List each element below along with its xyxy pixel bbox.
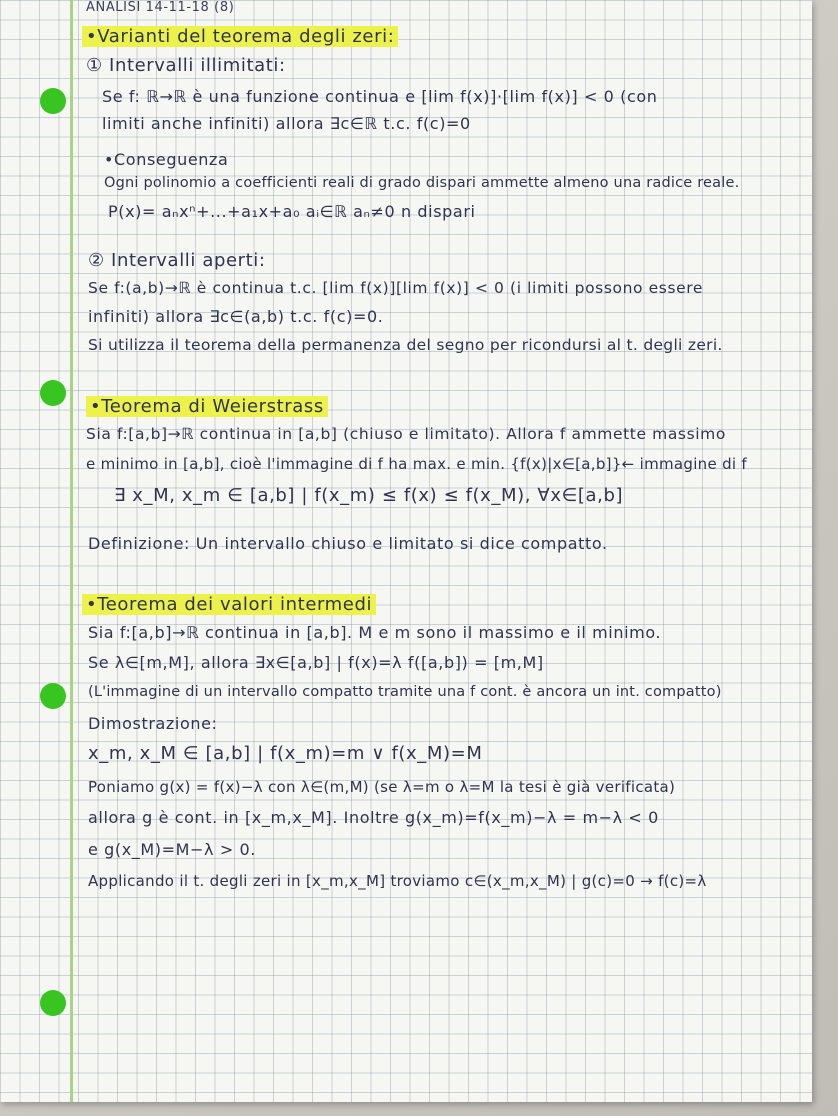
- punch-hole: [40, 88, 66, 114]
- text-line: infiniti) allora ∃c∈(a,b) t.c. f(c)=0.: [88, 307, 384, 326]
- text-line: Sia f:[a,b]→ℝ continua in [a,b]. M e m sono il massimo e il minimo.: [88, 623, 662, 642]
- page-header: ANALISI 14-11-18 (8): [86, 0, 235, 15]
- text-line: Applicando il t. degli zeri in [x_m,x_M] troviamo c∈(x_m,x_M) | g(c)=0 → f(c)=λ: [88, 872, 707, 890]
- punch-hole: [40, 380, 66, 406]
- text-line: Se f: ℝ→ℝ è una funzione continua e [lim f(x)]·[lim f(x)] < 0 (con: [102, 87, 658, 106]
- text-line: allora g è cont. in [x_m,x_M]. Inoltre g(x_m)=f(x_m)−λ = m−λ < 0: [88, 808, 659, 827]
- text-line: Se λ∈[m,M], allora ∃x∈[a,b] | f(x)=λ f([a,b]) = [m,M]: [88, 653, 544, 672]
- formula-xm-xM: x_m, x_M ∈ [a,b] | f(x_m)=m ∨ f(x_M)=M: [88, 743, 483, 764]
- text-line: (L'immagine di un intervallo compatto tramite una f cont. è ancora un int. compatto): [88, 684, 722, 700]
- subsection-intervalli-aperti: ② Intervalli aperti:: [88, 250, 266, 271]
- punch-hole: [40, 683, 66, 709]
- text-line: Poniamo g(x) = f(x)−λ con λ∈(m,M) (se λ=m o λ=M la tesi è già verificata): [88, 778, 676, 796]
- text-line: Sia f:[a,b]→ℝ continua in [a,b] (chiuso e limitato). Allora f ammette massimo: [86, 425, 726, 443]
- text-line: e minimo in [a,b], cioè l'immagine di f ha max. e min. {f(x)|x∈[a,b]}← immagine di f: [86, 455, 748, 473]
- subheading-dimostrazione: Dimostrazione:: [88, 714, 218, 733]
- text-line: limiti anche infiniti) allora ∃c∈ℝ t.c. f(c)=0: [102, 114, 471, 133]
- punch-hole: [40, 990, 66, 1016]
- text-line: Ogni polinomio a coefficienti reali di grado dispari ammette almeno una radice reale.: [104, 175, 740, 191]
- formula-polinomio: P(x)= aₙxⁿ+...+a₁x+a₀ aᵢ∈ℝ aₙ≠0 n dispari: [108, 202, 476, 221]
- subsection-intervalli-illimitati: ① Intervalli illimitati:: [86, 55, 286, 76]
- definition-compatto: Definizione: Un intervallo chiuso e limitato si dice compatto.: [88, 534, 608, 553]
- text-line: Se f:(a,b)→ℝ è continua t.c. [lim f(x)][lim f(x)] < 0 (i limiti possono essere: [88, 279, 704, 297]
- subheading-conseguenza: •Conseguenza: [104, 150, 229, 169]
- text-line: Si utilizza il teorema della permanenza del segno per ricondursi al t. degli zeri.: [88, 336, 723, 354]
- section-title-weierstrass: •Teorema di Weierstrass: [86, 396, 328, 417]
- margin-line: [70, 0, 73, 1102]
- section-title-valori-intermedi: •Teorema dei valori intermedi: [82, 594, 376, 615]
- section-title-zeri: •Varianti del teorema degli zeri:: [82, 26, 398, 47]
- formula-weierstrass: ∃ x_M, x_m ∈ [a,b] | f(x_m) ≤ f(x) ≤ f(x_M), ∀x∈[a,b]: [114, 485, 624, 506]
- text-line: e g(x_M)=M−λ > 0.: [88, 840, 256, 859]
